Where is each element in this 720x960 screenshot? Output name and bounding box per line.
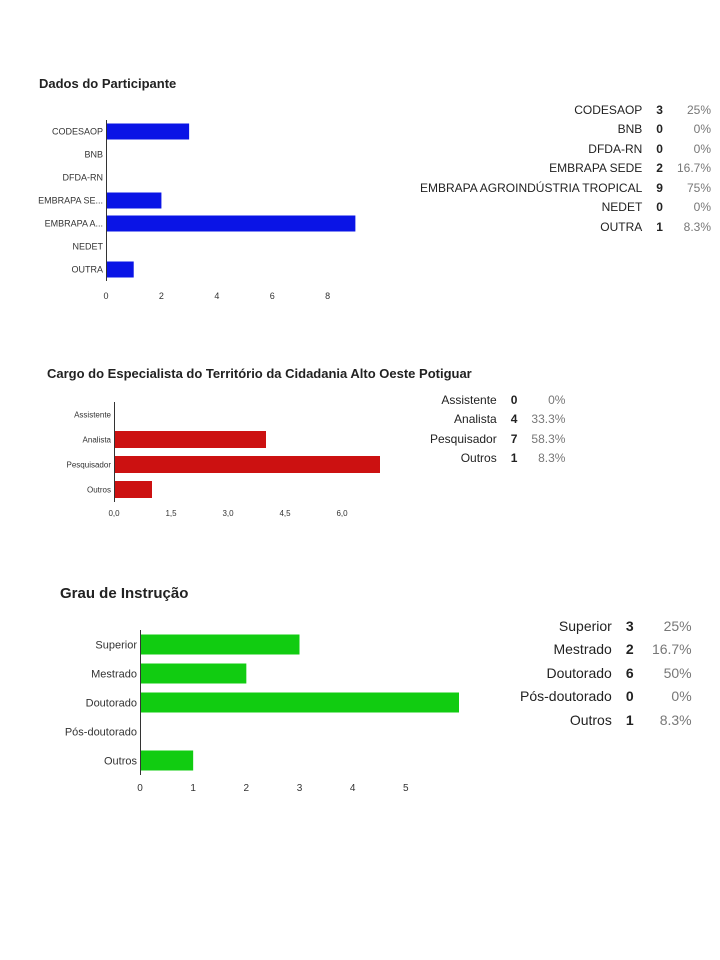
summary-percent: 75% (686, 180, 711, 195)
category-label: Outros (86, 485, 111, 495)
x-tick-label: 6,0 (336, 509, 348, 518)
bar-chart-cargo (0, 395, 420, 525)
summary-percent: 0% (671, 688, 692, 705)
summary-label: Pós-doutorado (520, 688, 612, 705)
bar (106, 124, 189, 140)
summary-percent: 50% (663, 664, 692, 681)
summary-row (420, 178, 711, 198)
x-tick-label: 4,5 (279, 509, 291, 518)
chart-title-cargo: Cargo do Especialista do Território da Cidadania Alto Oeste Potiguar (47, 366, 472, 381)
summary-percent: 33.3% (531, 412, 566, 427)
x-tick-label: 2 (243, 783, 250, 794)
summary-row (520, 614, 692, 638)
summary-row (430, 449, 565, 469)
summary-label: CODESAOP (574, 102, 643, 117)
summary-label: Assistente (441, 392, 497, 407)
summary-percent: 16.7% (651, 641, 692, 658)
summary-label: Doutorado (546, 664, 612, 681)
category-label: Outros (103, 755, 137, 768)
summary-count: 4 (510, 412, 518, 427)
category-label: OUTRA (71, 264, 103, 275)
summary-label: EMBRAPA AGROINDÚSTRIA TROPICAL (420, 180, 643, 195)
summary-table-participante (420, 100, 711, 237)
category-label: Doutorado (85, 697, 137, 710)
summary-row (420, 159, 711, 179)
bar (114, 431, 266, 448)
summary-label: Pesquisador (430, 431, 497, 446)
summary-row (430, 429, 565, 449)
x-tick-label: 0 (137, 783, 143, 794)
summary-row (520, 708, 692, 732)
bar (140, 751, 193, 771)
bar (106, 193, 161, 209)
category-label: DFDA-RN (62, 172, 103, 183)
summary-label: NEDET (601, 200, 643, 215)
bar (140, 664, 246, 684)
chart-title-instrucao: Grau de Instrução (60, 585, 189, 602)
summary-count: 0 (625, 688, 634, 705)
summary-count: 0 (656, 141, 663, 156)
x-tick-label: 6 (269, 291, 275, 301)
category-label: EMBRAPA SE... (38, 195, 103, 206)
summary-row (420, 100, 711, 120)
summary-count: 3 (656, 102, 663, 117)
x-tick-label: 1 (190, 783, 196, 794)
x-tick-label: 5 (403, 783, 409, 794)
bar (140, 693, 459, 713)
summary-percent: 8.3% (538, 451, 566, 466)
x-tick-label: 8 (325, 291, 331, 301)
x-tick-label: 0 (103, 291, 109, 301)
chart-title-participante: Dados do Participante (39, 76, 177, 91)
summary-label: EMBRAPA SEDE (549, 161, 643, 176)
summary-count: 2 (656, 161, 663, 176)
x-tick-label: 3 (296, 783, 303, 794)
summary-label: Superior (558, 617, 612, 634)
summary-count: 0 (656, 200, 663, 215)
summary-row (520, 638, 692, 662)
summary-row (430, 410, 565, 430)
category-label: Analista (82, 435, 111, 445)
summary-percent: 0% (693, 141, 711, 156)
summary-row (520, 685, 692, 709)
summary-percent: 0% (693, 200, 711, 215)
summary-percent: 8.3% (683, 219, 711, 234)
summary-label: Mestrado (553, 641, 612, 658)
summary-percent: 0% (548, 392, 566, 407)
summary-percent: 0% (693, 122, 711, 137)
summary-row (420, 198, 711, 218)
summary-label: OUTRA (600, 219, 643, 234)
summary-count: 0 (656, 122, 663, 137)
summary-label: Outros (569, 711, 612, 728)
bar-chart-instrucao (0, 625, 500, 800)
summary-table-cargo (430, 390, 565, 468)
summary-table-instrucao (520, 614, 692, 732)
summary-percent: 8.3% (659, 711, 692, 728)
x-tick-label: 3,0 (222, 509, 234, 518)
category-label: EMBRAPA A... (44, 218, 103, 229)
summary-count: 1 (510, 451, 518, 466)
summary-label: Analista (454, 412, 497, 427)
x-tick-label: 4 (349, 783, 356, 794)
category-label: NEDET (72, 241, 103, 252)
bar (106, 262, 134, 278)
summary-row (430, 390, 565, 410)
summary-count: 6 (625, 664, 634, 681)
summary-count: 7 (510, 431, 518, 446)
x-tick-label: 4 (214, 291, 220, 301)
summary-percent: 25% (663, 617, 692, 634)
bar (106, 216, 355, 232)
x-tick-label: 1,5 (165, 509, 177, 518)
summary-label: BNB (617, 122, 643, 137)
summary-label: Outros (460, 451, 497, 466)
category-label: Mestrado (91, 668, 137, 681)
x-tick-label: 2 (158, 291, 164, 301)
summary-row (420, 139, 711, 159)
summary-row (420, 120, 711, 140)
summary-count: 9 (656, 180, 663, 195)
category-label: Assistente (74, 410, 111, 420)
summary-count: 1 (656, 219, 663, 234)
summary-percent: 58.3% (531, 431, 566, 446)
category-label: Superior (95, 639, 137, 652)
summary-count: 3 (625, 617, 634, 634)
category-label: Pesquisador (66, 460, 111, 470)
bar (140, 635, 300, 655)
summary-percent: 25% (686, 102, 711, 117)
bar-chart-participante (0, 110, 420, 310)
category-label: Pós-doutorado (64, 726, 137, 739)
summary-count: 2 (625, 641, 634, 658)
bar (114, 456, 380, 473)
summary-count: 0 (510, 392, 518, 407)
bar (114, 481, 152, 498)
category-label: BNB (84, 149, 103, 160)
summary-label: DFDA-RN (588, 141, 643, 156)
category-label: CODESAOP (51, 126, 103, 137)
summary-count: 1 (625, 711, 634, 728)
summary-percent: 16.7% (676, 161, 711, 176)
x-tick-label: 0,0 (108, 509, 120, 518)
summary-row (520, 661, 692, 685)
summary-row (420, 217, 711, 237)
